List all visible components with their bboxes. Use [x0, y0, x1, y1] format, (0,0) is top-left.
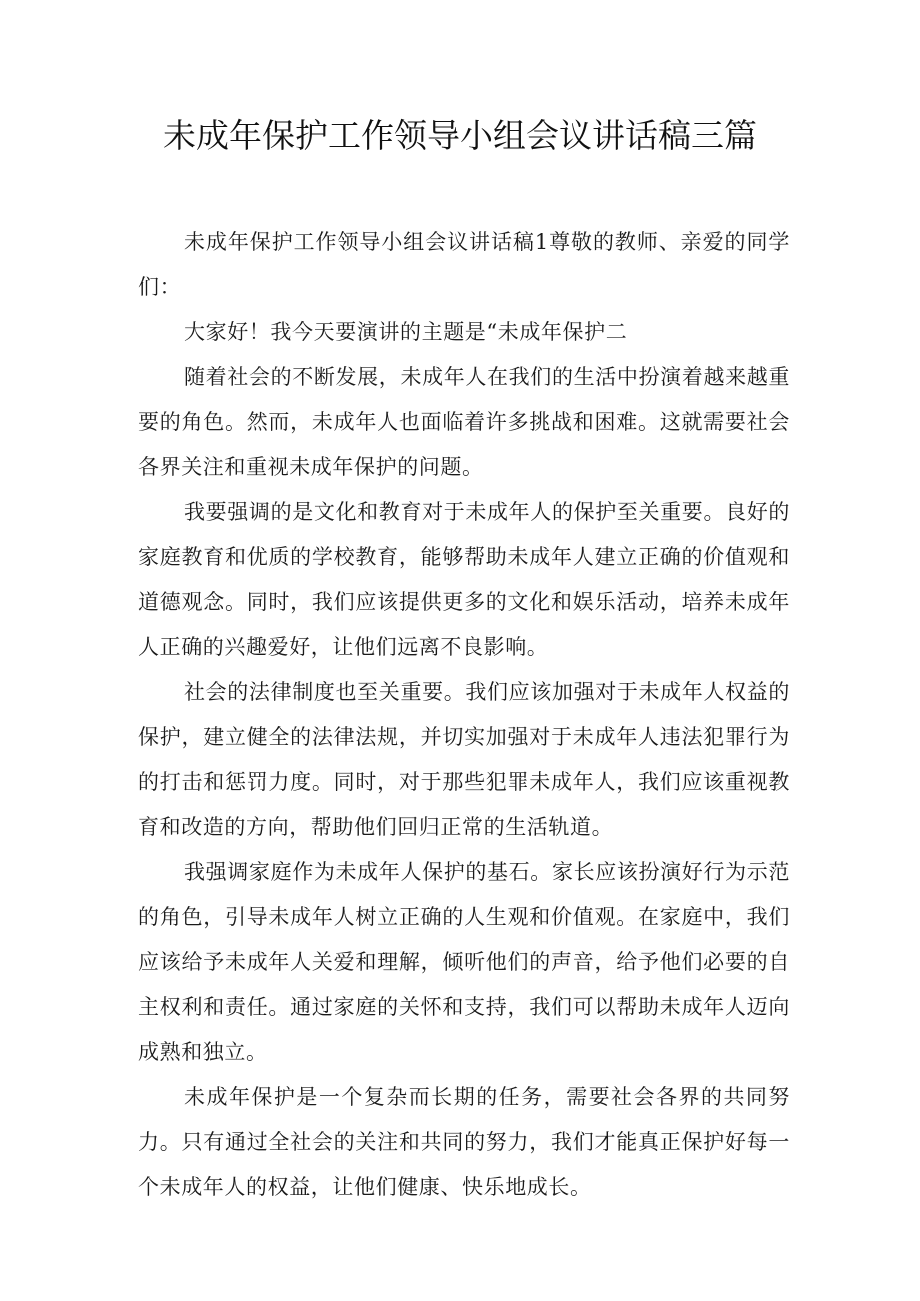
paragraph-family: 我强调家庭作为未成年人保护的基石。家长应该扮演好行为示范的角色，引导未成年人树立正确的人生观和价值观。在家庭中，我们应该给予未成年人关爱和理解，倾听他们的声音，给予他们必要的自主权利和责任。通过家庭的关怀和支持，我们可以帮助未成年人迈向成熟和独立。: [138, 860, 790, 1064]
document-title: 未成年保护工作领导小组会议讲话稿三篇: [163, 116, 757, 155]
paragraph-opening: 大家好！我今天要演讲的主题是“未成年保护二: [184, 320, 628, 344]
paragraph-greeting: 未成年保护工作领导小组会议讲话稿1尊敬的教师、亲爱的同学们：: [138, 230, 790, 299]
paragraph-legal-system: 社会的法律制度也至关重要。我们应该加强对于未成年人权益的保护，建立健全的法律法规，并切实加强对于未成年人违法犯罪行为的打击和惩罚力度。同时，对于那些犯罪未成年人，我们应该重视教育和改造的方向，帮助他们回归正常的生活轨道。: [138, 680, 790, 839]
paragraph-culture-education: 我要强调的是文化和教育对于未成年人的保护至关重要。良好的家庭教育和优质的学校教育，能够帮助未成年人建立正确的价值观和道德观念。同时，我们应该提供更多的文化和娱乐活动，培养未成年人正确的兴趣爱好，让他们远离不良影响。: [138, 500, 790, 659]
paragraph-conclusion: 未成年保护是一个复杂而长期的任务，需要社会各界的共同努力。只有通过全社会的关注和共同的努力，我们才能真正保护好每一个未成年人的权益，让他们健康、快乐地成长。: [138, 1085, 790, 1199]
paragraph-introduction: 随着社会的不断发展，未成年人在我们的生活中扮演着越来越重要的角色。然而，未成年人也面临着许多挑战和困难。这就需要社会各界关注和重视未成年保护的问题。: [138, 365, 790, 479]
document-body: [138, 220, 790, 1210]
